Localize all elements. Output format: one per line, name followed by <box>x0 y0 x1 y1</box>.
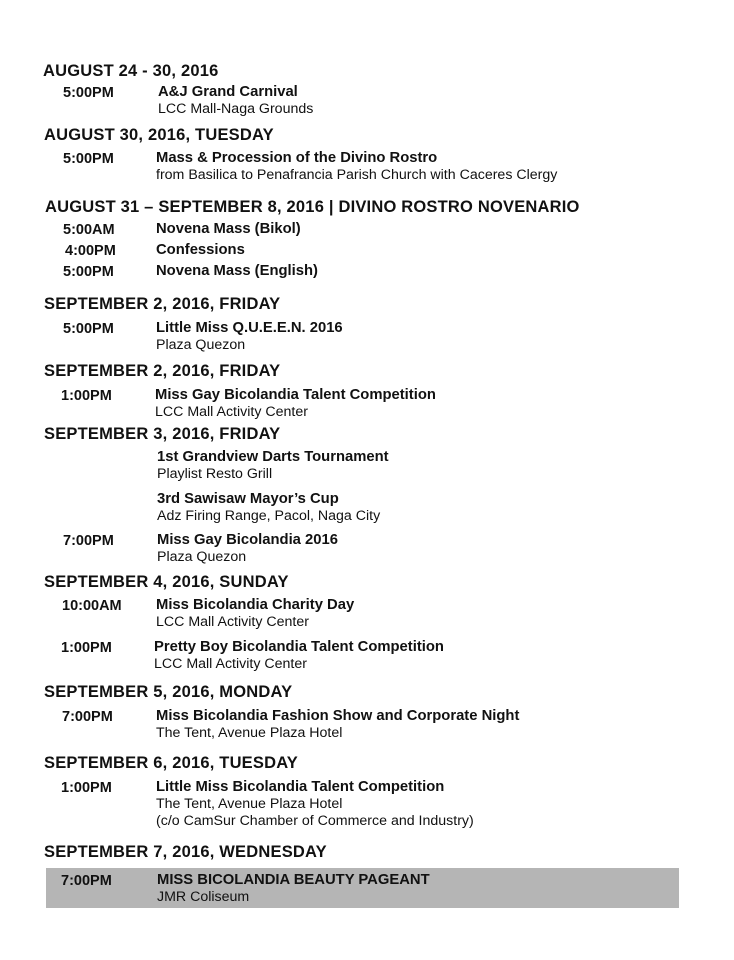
event-location: Adz Firing Range, Pacol, Naga City <box>157 508 381 524</box>
event-location: LCC Mall Activity Center <box>154 656 307 672</box>
event-time: 5:00AM <box>63 222 115 238</box>
event-title: 3rd Sawisaw Mayor’s Cup <box>157 491 339 507</box>
event-note: (c/o CamSur Chamber of Commerce and Industry) <box>156 813 474 829</box>
event-title: Little Miss Bicolandia Talent Competition <box>156 779 445 795</box>
event-time: 5:00PM <box>63 151 114 167</box>
event-title: Mass & Procession of the Divino Rostro <box>156 150 438 166</box>
event-time: 4:00PM <box>65 243 116 259</box>
event-time: 1:00PM <box>61 780 112 796</box>
event-title: MISS BICOLANDIA BEAUTY PAGEANT <box>157 872 430 888</box>
event-time: 7:00PM <box>61 873 112 889</box>
event-location: LCC Mall Activity Center <box>155 404 308 420</box>
event-time: 10:00AM <box>62 598 122 614</box>
event-location: JMR Coliseum <box>157 889 250 905</box>
day-header: AUGUST 31 – SEPTEMBER 8, 2016 | DIVINO ROSTRO NOVENARIO <box>45 198 580 216</box>
event-time: 1:00PM <box>61 640 112 656</box>
event-title: Novena Mass (English) <box>156 263 318 279</box>
day-header: SEPTEMBER 2, 2016, FRIDAY <box>44 295 281 313</box>
event-location: from Basilica to Penafrancia Parish Church with Caceres Clergy <box>156 167 558 183</box>
day-header: SEPTEMBER 5, 2016, MONDAY <box>44 683 293 701</box>
event-title: Novena Mass (Bikol) <box>156 221 301 237</box>
event-location: Playlist Resto Grill <box>157 466 273 482</box>
day-header: SEPTEMBER 2, 2016, FRIDAY <box>44 362 281 380</box>
event-location: Plaza Quezon <box>156 337 246 353</box>
event-title: Miss Gay Bicolandia Talent Competition <box>155 387 436 403</box>
event-location: The Tent, Avenue Plaza Hotel <box>156 725 343 741</box>
day-header: SEPTEMBER 6, 2016, TUESDAY <box>44 754 299 772</box>
day-header: AUGUST 24 - 30, 2016 <box>43 62 219 80</box>
event-time: 5:00PM <box>63 321 114 337</box>
day-header: SEPTEMBER 3, 2016, FRIDAY <box>44 425 281 443</box>
event-time: 7:00PM <box>63 533 114 549</box>
event-location: LCC Mall-Naga Grounds <box>158 101 314 117</box>
event-title: Little Miss Q.U.E.E.N. 2016 <box>156 320 343 336</box>
event-title: Miss Gay Bicolandia 2016 <box>157 532 338 548</box>
event-location: The Tent, Avenue Plaza Hotel <box>156 796 343 812</box>
event-title: Confessions <box>156 242 245 258</box>
day-header: SEPTEMBER 7, 2016, WEDNESDAY <box>44 843 327 861</box>
event-location: LCC Mall Activity Center <box>156 614 309 630</box>
event-time: 5:00PM <box>63 264 114 280</box>
event-title: Pretty Boy Bicolandia Talent Competition <box>154 639 444 655</box>
event-title: 1st Grandview Darts Tournament <box>157 449 389 465</box>
event-location: Plaza Quezon <box>157 549 247 565</box>
event-title: A&J Grand Carnival <box>158 84 298 100</box>
event-time: 5:00PM <box>63 85 114 101</box>
day-header: AUGUST 30, 2016, TUESDAY <box>44 126 274 144</box>
day-header: SEPTEMBER 4, 2016, SUNDAY <box>44 573 289 591</box>
event-time: 7:00PM <box>62 709 113 725</box>
event-time: 1:00PM <box>61 388 112 404</box>
event-title: Miss Bicolandia Fashion Show and Corporate Night <box>156 708 520 724</box>
event-title: Miss Bicolandia Charity Day <box>156 597 355 613</box>
